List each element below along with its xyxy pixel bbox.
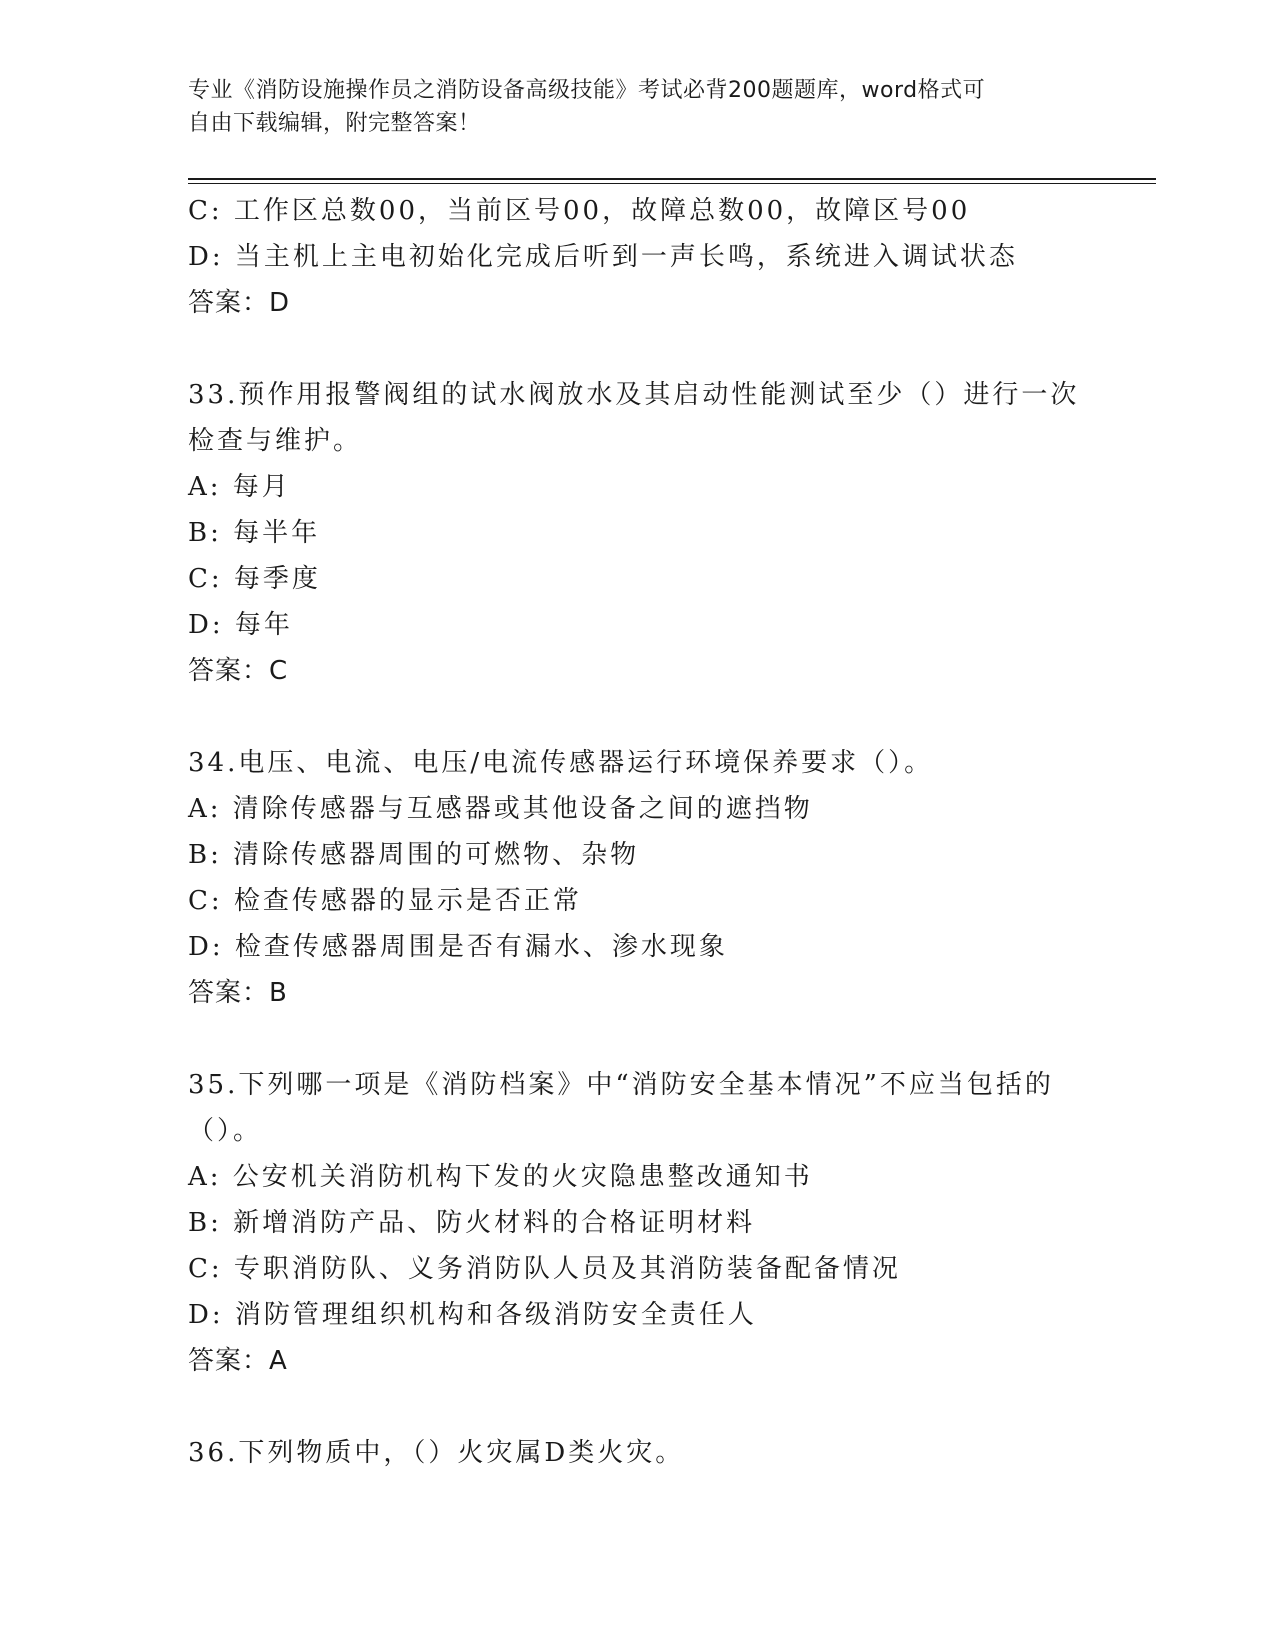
option-c: C: 检查传感器的显示是否正常 [188, 886, 582, 916]
option-d: D: 消防管理组织机构和各级消防安全责任人 [188, 1300, 757, 1330]
option-b: B: 每半年 [188, 518, 321, 548]
document-header [188, 74, 1068, 140]
question-list [188, 188, 1088, 1476]
option-c: C: 每季度 [188, 564, 321, 594]
answer: 答案：B [188, 978, 288, 1008]
question-stem-continued: 检查与维护。 [188, 426, 363, 456]
option-b: B: 清除传感器周围的可燃物、杂物 [188, 840, 640, 870]
question-stem-continued: （）。 [188, 1116, 263, 1146]
option-c: C: 工作区总数00，当前区号00，故障总数00，故障区号00 [188, 196, 971, 226]
question-stem: 34.电压、电流、电压/电流传感器运行环境保养要求（）。 [188, 748, 934, 778]
header-line-2: 自由下载编辑，附完整答案！ [188, 111, 481, 136]
question-35 [188, 1062, 1088, 1384]
question-34 [188, 740, 1088, 1016]
answer: 答案：D [188, 288, 291, 318]
question-32-tail [188, 188, 1088, 326]
option-a: A: 清除传感器与互感器或其他设备之间的遮挡物 [188, 794, 813, 824]
option-c: C: 专职消防队、义务消防队人员及其消防装备配备情况 [188, 1254, 901, 1284]
option-a: A: 公安机关消防机构下发的火灾隐患整改通知书 [188, 1162, 813, 1192]
question-stem: 35.下列哪一项是《消防档案》中“消防安全基本情况”不应当包括的 [188, 1070, 1054, 1100]
option-d: D: 检查传感器周围是否有漏水、渗水现象 [188, 932, 728, 962]
question-33 [188, 372, 1088, 694]
question-stem: 36.下列物质中，（）火灾属D类火灾。 [188, 1438, 685, 1468]
header-divider-thin [188, 183, 1156, 184]
question-stem: 33.预作用报警阀组的试水阀放水及其启动性能测试至少（）进行一次 [188, 380, 1080, 410]
header-line-1: 专业《消防设施操作员之消防设备高级技能》考试必背200题题库，word格式可 [188, 78, 986, 103]
question-36 [188, 1430, 1088, 1476]
option-a: A: 每月 [188, 472, 291, 502]
option-d: D: 每年 [188, 610, 293, 640]
answer: 答案：C [188, 656, 289, 686]
option-d: D: 当主机上主电初始化完成后听到一声长鸣，系统进入调试状态 [188, 242, 1018, 272]
header-divider-thick [188, 178, 1156, 180]
answer: 答案：A [188, 1346, 288, 1376]
option-b: B: 新增消防产品、防火材料的合格证明材料 [188, 1208, 756, 1238]
